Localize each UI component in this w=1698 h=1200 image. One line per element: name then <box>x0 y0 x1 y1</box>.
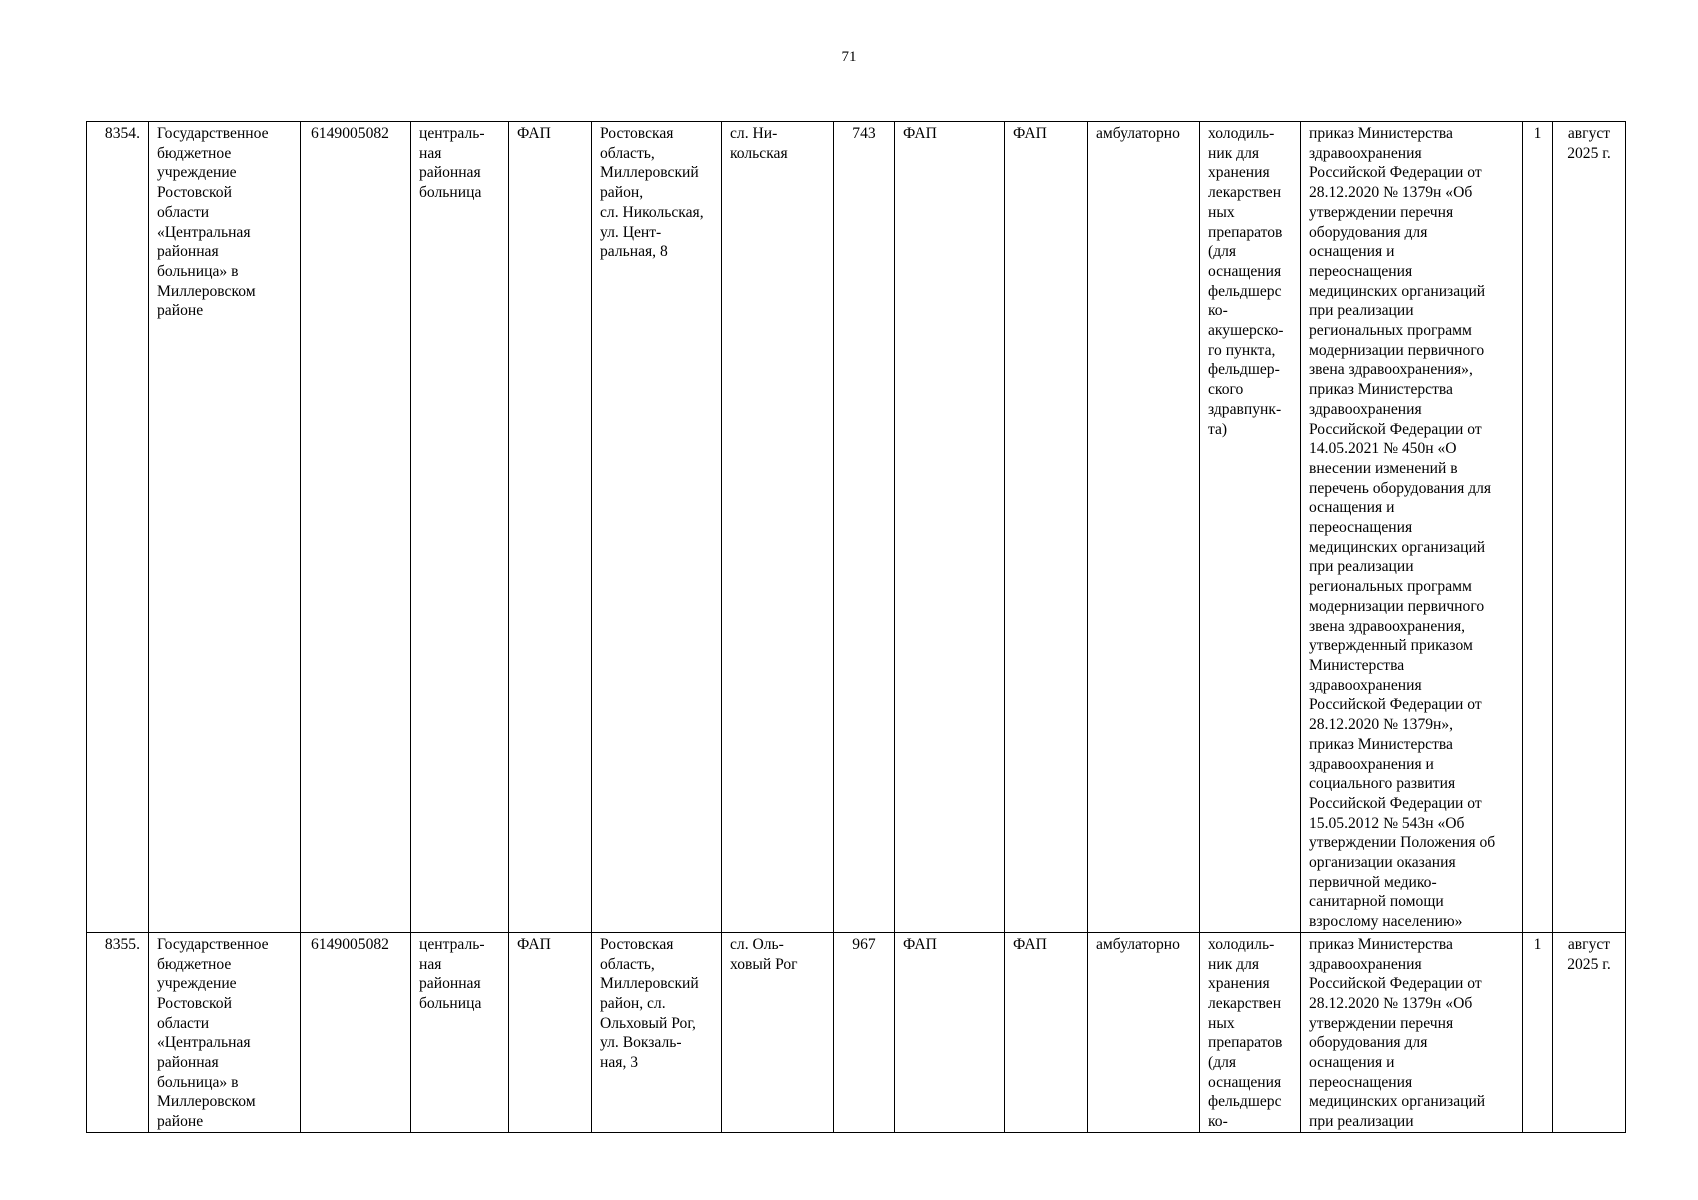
cell-line: Ростовской <box>157 994 232 1012</box>
organization-type-cell <box>411 932 509 1132</box>
cell-line: сл. Ни- <box>730 125 778 142</box>
cell-line: медицинских организаций <box>1309 282 1486 300</box>
cell-line: региональных программ <box>1309 578 1472 596</box>
cell-line: август <box>1567 125 1611 142</box>
cell-line: здравпунк- <box>1208 400 1282 418</box>
cell-line: медицинских организаций <box>1309 538 1486 556</box>
cell-line: утвержденный приказом <box>1309 637 1473 655</box>
cell-line: оснащения и <box>1309 499 1395 517</box>
cell-line: Миллеровский <box>600 164 699 182</box>
organization-name-cell <box>149 122 301 933</box>
cell-line: (для <box>1208 243 1237 261</box>
cell-line: хранения <box>1208 975 1270 993</box>
row-number: 8354. <box>87 122 149 933</box>
care-condition-cell: амбулаторно <box>1088 932 1200 1132</box>
cell-line: фельдшер- <box>1208 361 1280 379</box>
cell-line: Российской Федерации от <box>1309 696 1482 714</box>
cell-line: хранения <box>1208 164 1270 182</box>
organization-type-cell <box>411 122 509 933</box>
cell-line: Министерства <box>1309 656 1405 674</box>
cell-line: утверждении Положения об <box>1309 834 1496 852</box>
cell-line: фельдшерс <box>1208 1093 1282 1111</box>
cell-line: 14.05.2021 № 450н «О <box>1309 440 1457 458</box>
cell-line: больница <box>419 994 482 1012</box>
cell-line: учреждение <box>157 164 237 182</box>
cell-line: ник для <box>1208 955 1260 973</box>
cell-line: район, сл. <box>600 994 666 1012</box>
quantity-cell: 1 <box>1523 932 1553 1132</box>
cell-line: санитарной помощи <box>1309 893 1444 911</box>
cell-line: холодиль- <box>1208 125 1275 142</box>
cell-line: лекарствен <box>1208 184 1282 202</box>
cell-line: оборудования для <box>1309 223 1428 241</box>
cell-line: 28.12.2020 № 1379н «Об <box>1309 994 1473 1012</box>
cell-line: учреждение <box>157 975 237 993</box>
unit-type-cell: ФАП <box>509 122 592 933</box>
cell-line: переоснащения <box>1309 519 1413 537</box>
address-cell <box>592 932 722 1132</box>
cell-line: фельдшерс <box>1208 282 1282 300</box>
unit-name-cell: ФАП <box>895 932 1005 1132</box>
legal-basis-cell <box>1301 122 1523 933</box>
cell-line: при реализации <box>1309 1113 1414 1131</box>
cell-line: ко- <box>1208 1113 1228 1131</box>
cell-line: области <box>157 203 210 221</box>
cell-line: районная <box>157 243 219 261</box>
unit-type-cell: ФАП <box>509 932 592 1132</box>
cell-line: при реализации <box>1309 558 1414 576</box>
unit-kind-cell: ФАП <box>1005 932 1088 1132</box>
date-cell <box>1553 122 1626 933</box>
cell-line: взрослому населению» <box>1309 913 1463 931</box>
cell-line: область, <box>600 144 655 162</box>
cell-line: 15.05.2012 № 543н «Об <box>1309 814 1465 832</box>
cell-line: области <box>157 1014 210 1032</box>
population-cell: 743 <box>834 122 895 933</box>
date-cell <box>1553 932 1626 1132</box>
equipment-cell <box>1200 932 1301 1132</box>
row-number: 8355. <box>87 932 149 1132</box>
cell-line: 2025 г. <box>1567 955 1611 973</box>
cell-line: Государственное <box>157 935 269 953</box>
cell-line: оснащения <box>1208 262 1282 280</box>
cell-line: приказ Министерства <box>1309 381 1453 399</box>
cell-line: здравоохранения <box>1309 144 1422 162</box>
unit-kind-cell: ФАП <box>1005 122 1088 933</box>
cell-line: модернизации первичного <box>1309 341 1485 359</box>
cell-line: больница» в <box>157 262 239 280</box>
cell-line: централь- <box>419 125 485 142</box>
address-cell <box>592 122 722 933</box>
cell-line: районе <box>157 1113 204 1131</box>
cell-line: модернизации первичного <box>1309 597 1485 615</box>
cell-line: препаратов <box>1208 223 1283 241</box>
page-number: 71 <box>841 49 857 65</box>
cell-line: сл. Оль- <box>730 935 784 953</box>
cell-line: Российской Федерации от <box>1309 164 1482 182</box>
inn-cell: 6149005082 <box>301 932 411 1132</box>
organization-name-cell <box>149 932 301 1132</box>
cell-line: Миллеровский <box>600 975 699 993</box>
cell-line: Ростовская <box>600 125 674 142</box>
quantity-cell: 1 <box>1523 122 1553 933</box>
cell-line: внесении изменений в <box>1309 459 1458 477</box>
cell-line: оснащения и <box>1309 1054 1395 1072</box>
cell-line: здравоохранения <box>1309 400 1422 418</box>
table-row <box>87 932 1626 1132</box>
cell-line: районная <box>157 1054 219 1072</box>
cell-line: Российской Федерации от <box>1309 420 1482 438</box>
legal-basis-cell <box>1301 932 1523 1132</box>
cell-line: 28.12.2020 № 1379н «Об <box>1309 184 1473 202</box>
cell-line: кольская <box>730 144 788 162</box>
cell-line: «Центральная <box>157 223 251 241</box>
cell-line: здравоохранения <box>1309 676 1422 694</box>
cell-line: го пункта, <box>1208 341 1276 359</box>
cell-line: приказ Министерства <box>1309 935 1453 953</box>
cell-line: районная <box>419 975 481 993</box>
cell-line: утверждении перечня <box>1309 1014 1454 1032</box>
table-row <box>87 122 1626 933</box>
cell-line: ная, 3 <box>600 1054 639 1072</box>
cell-line: здравоохранения <box>1309 955 1422 973</box>
cell-line: ховый Рог <box>730 955 798 973</box>
cell-line: медицинских организаций <box>1309 1093 1486 1111</box>
cell-line: Миллеровском <box>157 1093 256 1111</box>
cell-line: переоснащения <box>1309 1073 1413 1091</box>
cell-line: переоснащения <box>1309 262 1413 280</box>
cell-line: Государственное <box>157 125 269 142</box>
cell-line: та) <box>1208 420 1228 438</box>
cell-line: звена здравоохранения», <box>1309 361 1473 379</box>
cell-line: Ростовская <box>600 935 674 953</box>
cell-line: область, <box>600 955 655 973</box>
cell-line: ского <box>1208 381 1244 399</box>
cell-line: оснащения <box>1208 1073 1282 1091</box>
unit-name-cell: ФАП <box>895 122 1005 933</box>
cell-line: ная <box>419 955 442 973</box>
cell-line: ко- <box>1208 302 1228 320</box>
cell-line: (для <box>1208 1054 1237 1072</box>
cell-line: приказ Министерства <box>1309 735 1453 753</box>
cell-line: здравоохранения и <box>1309 755 1434 773</box>
cell-line: ник для <box>1208 144 1260 162</box>
cell-line: Российской Федерации от <box>1309 975 1482 993</box>
cell-line: звена здравоохранения, <box>1309 617 1466 635</box>
cell-line: 28.12.2020 № 1379н», <box>1309 716 1454 734</box>
cell-line: организации оказания <box>1309 854 1456 872</box>
cell-line: централь- <box>419 935 485 953</box>
cell-line: Миллеровском <box>157 282 256 300</box>
cell-line: Российской Федерации от <box>1309 794 1482 812</box>
cell-line: лекарствен <box>1208 994 1282 1012</box>
cell-line: первичной медико- <box>1309 873 1437 891</box>
cell-line: холодиль- <box>1208 935 1275 953</box>
cell-line: больница» в <box>157 1073 239 1091</box>
cell-line: «Центральная <box>157 1034 251 1052</box>
cell-line: утверждении перечня <box>1309 203 1454 221</box>
cell-line: оснащения и <box>1309 243 1395 261</box>
cell-line: ральная, 8 <box>600 243 668 261</box>
inn-cell: 6149005082 <box>301 122 411 933</box>
cell-line: ных <box>1208 1014 1235 1032</box>
cell-line: ул. Вокзаль- <box>600 1034 682 1052</box>
registry-table <box>86 121 1626 1133</box>
cell-line: больница <box>419 184 482 202</box>
cell-line: перечень оборудования для <box>1309 479 1492 497</box>
cell-line: социального развития <box>1309 775 1456 793</box>
population-cell: 967 <box>834 932 895 1132</box>
cell-line: препаратов <box>1208 1034 1283 1052</box>
cell-line: Ростовской <box>157 184 232 202</box>
cell-line: приказ Министерства <box>1309 125 1453 142</box>
cell-line: районная <box>419 164 481 182</box>
cell-line: акушерско- <box>1208 322 1284 340</box>
cell-line: ул. Цент- <box>600 223 662 241</box>
cell-line: районе <box>157 302 204 320</box>
cell-line: бюджетное <box>157 955 232 973</box>
care-condition-cell: амбулаторно <box>1088 122 1200 933</box>
cell-line: Ольховый Рог, <box>600 1014 696 1032</box>
cell-line: ная <box>419 144 442 162</box>
cell-line: август <box>1567 935 1611 953</box>
locality-cell <box>722 932 834 1132</box>
cell-line: региональных программ <box>1309 322 1472 340</box>
cell-line: сл. Никольская, <box>600 203 704 221</box>
cell-line: 2025 г. <box>1567 144 1611 162</box>
cell-line: ных <box>1208 203 1235 221</box>
cell-line: бюджетное <box>157 144 232 162</box>
locality-cell <box>722 122 834 933</box>
cell-line: оборудования для <box>1309 1034 1428 1052</box>
cell-line: район, <box>600 184 644 202</box>
equipment-cell <box>1200 122 1301 933</box>
cell-line: при реализации <box>1309 302 1414 320</box>
